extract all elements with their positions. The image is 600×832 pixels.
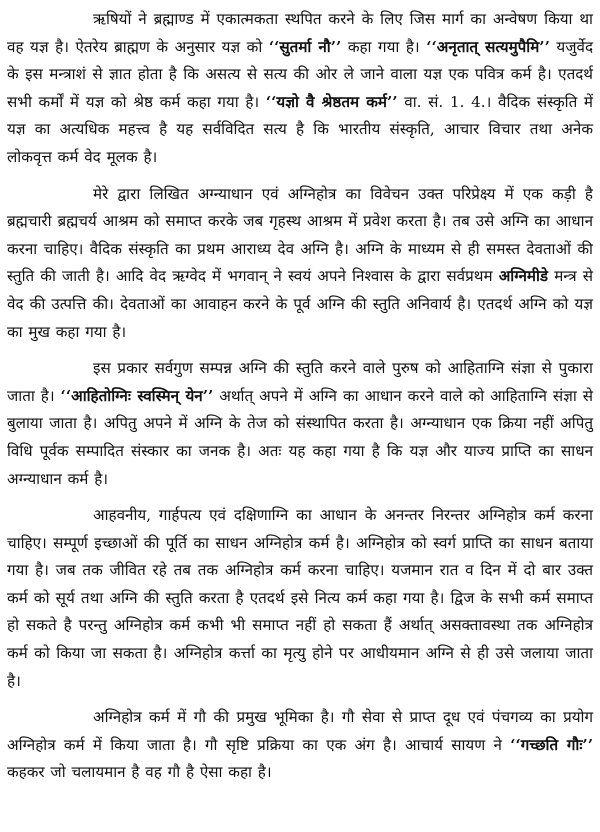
paragraph-2 (7, 181, 593, 347)
paragraph-4 (7, 502, 593, 695)
bold-quote: ‘‘यज्ञो वै श्रेष्ठतम कर्म’’ (265, 92, 398, 111)
text-run: अर्थात् अपने में अग्नि का आधान करने वाले को आहिताग्नि संज्ञा से बुलाया जाता है। अपितु अपने में अग्नि के तेज को संस्थापित करता है। अग्न्याधान एक क्रिया नहीं अपितु विधि पूर्वक सम्पादित संस्कार का जनक है। अतः यह कहा गया है कि यज्ञ और याज्य प्राप्ति का साधन अग्न्याधान कर्म है। (7, 386, 593, 488)
text-run: ऋषियों ने ब्रह्माण्ड में एकात्मकता स्थपित करने के लिए जिस मार्ग का अन्वेषण किया था वह यज्ञ है। ऐतरेय ब्राह्मण के अनुसार यज्ञ को (7, 10, 593, 56)
text-run: मन्त्र से वेद की उत्पत्ति की। देवताओं का आवाहन करने के पूर्व अग्नि की स्तुति अनिवार्य है। एतदर्थ अग्नि को यज्ञ का मुख कहा गया है। (7, 267, 593, 341)
text-run: वा. सं. 1. 4.। वैदिक संस्कृति में यज्ञ का अत्यधिक महत्त्व है यह सर्वविदित सत्य है कि भारतीय संस्कृति, आचार विचार तथा अनेक लोकवृत्त कर्म वेद मूलक है। (7, 92, 594, 166)
text-run: आहवनीय, गार्हपत्य एवं दक्षिणाग्नि का आधान के अनन्तर निरन्तर अग्निहोत्र कर्म करना चाहिए। सम्पूर्ण इच्छाओं की पूर्ति का साधन अग्निहोत्र कर्म है। अग्निहोत्र को स्वर्ग प्राप्ति का साधन बताया गया है। जब तक जीवित रहे तब तक अग्निहोत्र कर्म करना चाहिए। यजमान रात व दिन में दो बार उक्त कर्म को सूर्य तथा अग्नि की स्तुति करता है एतदर्थ इसे नित्य कर्म कहा गया है। द्विज के सभी कर्म समाप्त हो सकते है परन्तु अग्निहोत्र कर्म कभी भी समाप्त नहीं हो सकता हैं अर्थात् असक्तावस्था तक अग्निहोत्र कर्म को किया जा सकता है। अग्निहोत्र कर्त्ता का मृत्यु होने पर आधीयमान अग्नि से ही उसे जलाया जाता है। (7, 506, 593, 690)
text-run: कहकर जो चलायमान है वह गौ है ऐसा कहा है। (7, 763, 272, 782)
text-run: अग्निहोत्र कर्म में गौ की प्रमुख भूमिका है। गौ सेवा से प्राप्त दूध एवं पंचगव्य का प्रयोग अग्निहोत्र कर्म में किया जाता है। गौ सृष्टि प्रक्रिया का एक अंग है। आचार्य सायण ने (7, 708, 593, 754)
bold-term: अग्निमीडे (498, 267, 549, 286)
text-run: यजुर्वेद के इस मन्त्राशं से ज्ञात होता है कि असत्य से सत्य की ओर ले जाने वाला यज्ञ एक पवित्र कर्म है। एतदर्थ सभी कर्मों में यज्ञ को श्रेष्ठ कर्म कहा गया है। (7, 37, 594, 111)
text-run: इस प्रकार सर्वगुण सम्पन्न अग्नि की स्तुति करने वाले पुरुष को आहिताग्नि संज्ञा से पुकारा जाता है। (7, 359, 593, 405)
bold-quote: ‘‘सुतर्मा नौ’’ (268, 37, 342, 56)
text-run: कहा गया है। (341, 37, 427, 56)
paragraph-1 (7, 6, 593, 172)
text-run: मेरे द्वारा लिखित अग्न्याधान एवं अग्निहोत्र का विवेचन उक्त परिप्रेक्ष्य में एक कड़ी है ब्रह्मचारी ब्रह्मचर्य आश्रम को समाप्त करके जब गृहस्थ आश्रम में प्रवेश करता है। तब उसे अग्नि का आधान करना चाहिए। वैदिक संस्कृति का प्रथम आराध्य देव अग्नि है। अग्नि के माध्यम से ही समस्त देवताओं की स्तुति की जाती है। आदि वेद ऋग्वेद में भगवान् ने स्वयं अपने निश्वास के द्वारा सर्वप्रथम (7, 184, 593, 286)
paragraph-3 (7, 355, 593, 493)
bold-quote: ‘‘अनृतात् सत्यमुपैमि’’ (426, 37, 550, 56)
bold-quote: ‘‘गच्छति गौः’’ (510, 735, 593, 754)
bold-quote: ‘‘आहितोग्निः स्वस्मिन् येन’’ (60, 386, 214, 405)
paragraph-5 (7, 704, 593, 787)
